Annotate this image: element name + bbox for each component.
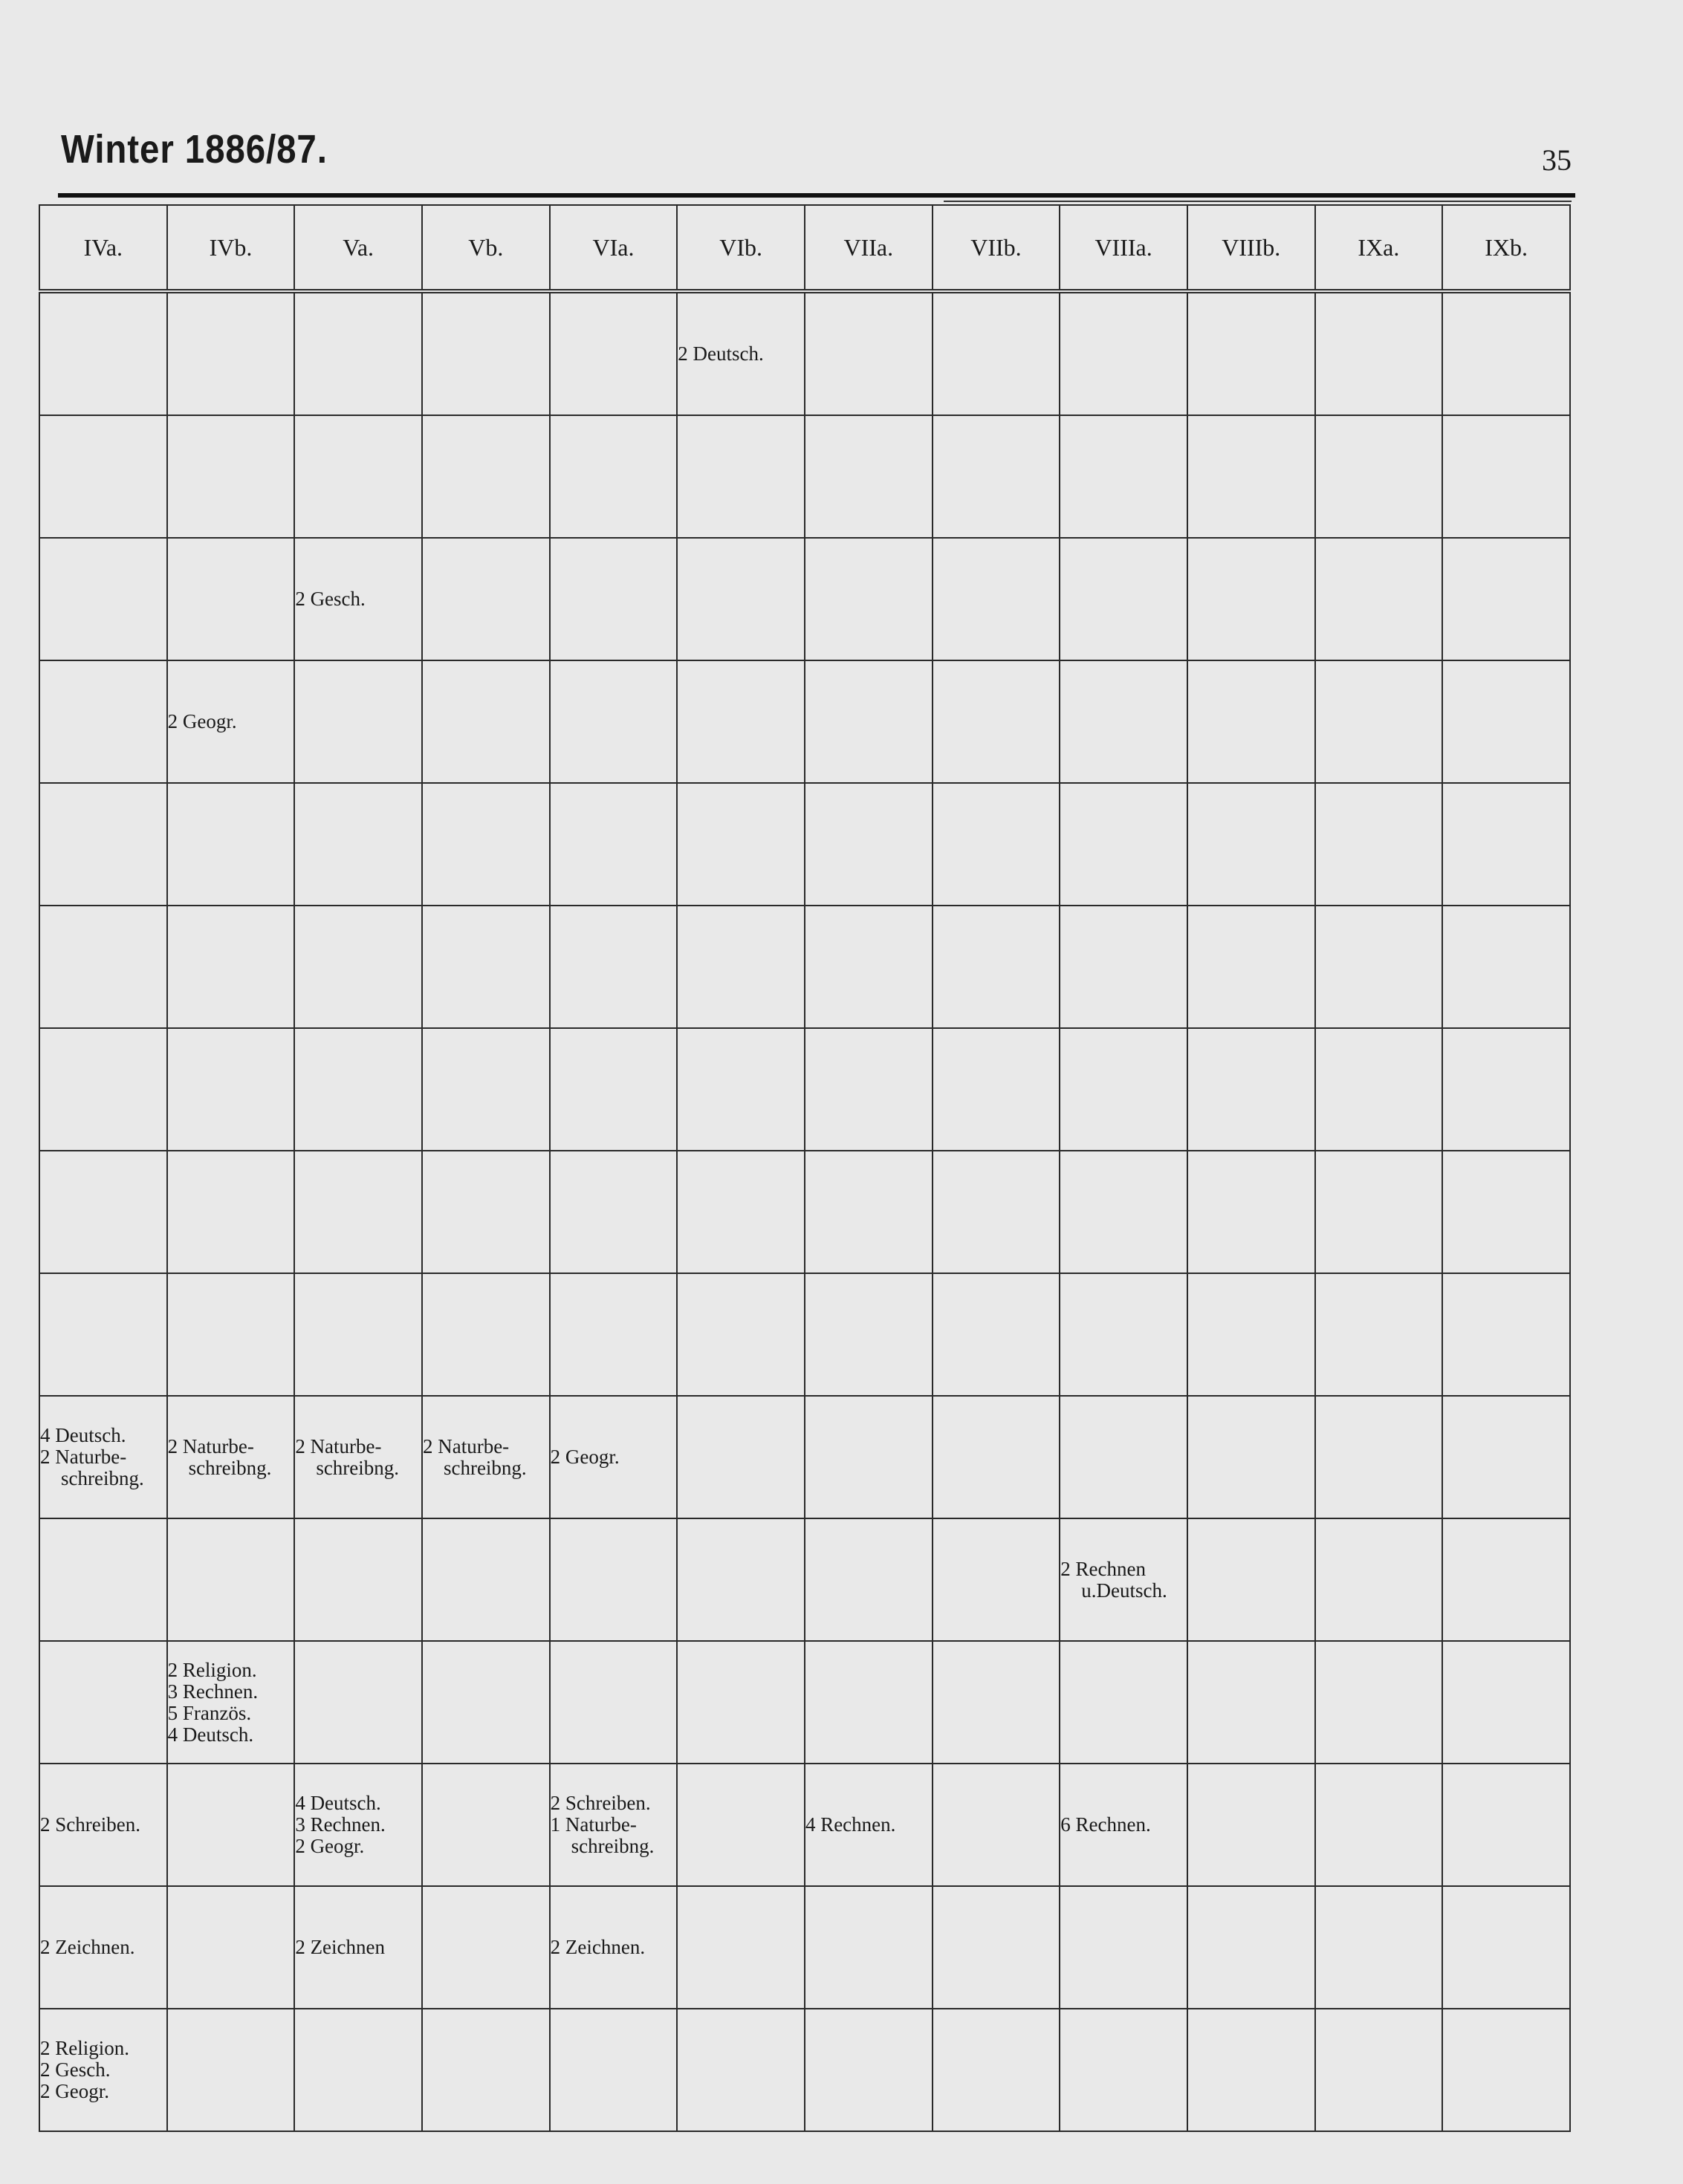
table-cell [39, 1518, 167, 1641]
subject-entry: 2 Gesch. [40, 2058, 111, 2081]
table-cell [1187, 291, 1315, 415]
table-cell [294, 538, 422, 660]
table-cell [422, 906, 550, 1028]
subject-entry: 2 Naturbe- [295, 1434, 382, 1457]
table-cell [677, 415, 805, 538]
table-cell [805, 291, 933, 415]
table-cell [805, 660, 933, 783]
table-cell [1442, 1641, 1570, 1764]
table-cell [1060, 1151, 1187, 1273]
table-cell [294, 1641, 422, 1764]
table-cell [1315, 291, 1443, 415]
column-header: Vb. [422, 205, 550, 291]
table-cell [1187, 2009, 1315, 2131]
table-cell [933, 1886, 1060, 2009]
table-cell [1315, 2009, 1443, 2131]
subject-entry: 4 Deutsch. [295, 1792, 381, 1814]
subject-entry: u.Deutsch. [1081, 1579, 1167, 1602]
table-cell [550, 415, 678, 538]
table-cell [422, 783, 550, 906]
column-header: VIIIa. [1060, 205, 1187, 291]
table-cell [677, 538, 805, 660]
table-cell [39, 291, 167, 415]
subject-entry: 2 Geogr. [167, 710, 237, 732]
table-cell [167, 1151, 295, 1273]
table-cell [550, 291, 678, 415]
table-cell [39, 1641, 167, 1764]
table-row [39, 1886, 1570, 2009]
table-cell [167, 1764, 295, 1886]
table-cell [1060, 415, 1187, 538]
table-cell [933, 1028, 1060, 1151]
table-cell [167, 291, 295, 415]
table-cell [1315, 1151, 1443, 1273]
table-cell [1187, 783, 1315, 906]
table-cell [1442, 291, 1570, 415]
table-cell [1187, 415, 1315, 538]
table-cell [294, 1273, 422, 1396]
table-cell [39, 1396, 167, 1518]
table-cell [422, 2009, 550, 2131]
column-header: VIb. [677, 205, 805, 291]
table-cell [1187, 538, 1315, 660]
table-cell [805, 1151, 933, 1273]
table-row [39, 1518, 1570, 1641]
table-cell [933, 2009, 1060, 2131]
table-cell [933, 415, 1060, 538]
table-row [39, 906, 1570, 1028]
table-cell [550, 660, 678, 783]
table-cell [1315, 538, 1443, 660]
table-cell [550, 1886, 678, 2009]
table-cell [677, 1028, 805, 1151]
table-cell [1442, 1518, 1570, 1641]
table-cell [167, 538, 295, 660]
table-cell [805, 1028, 933, 1151]
table-cell [550, 1518, 678, 1641]
table-cell [1442, 1396, 1570, 1518]
table-cell [294, 1396, 422, 1518]
table-cell [1187, 1886, 1315, 2009]
table-cell [677, 291, 805, 415]
column-header: VIIa. [805, 205, 933, 291]
subject-entry: 2 Schreiben. [40, 1813, 140, 1836]
table-cell [933, 1396, 1060, 1518]
table-cell [422, 415, 550, 538]
subject-entry: schreibng. [188, 1456, 272, 1479]
table-cell [39, 2009, 167, 2131]
table-cell [167, 906, 295, 1028]
table-cell [805, 1886, 933, 2009]
table-cell [167, 660, 295, 783]
table-row [39, 291, 1570, 415]
table-cell [294, 415, 422, 538]
table-cell [39, 906, 167, 1028]
page-title: Winter 1886/87. [61, 127, 328, 172]
table-cell [1315, 1764, 1443, 1886]
table-row [39, 1396, 1570, 1518]
table-cell [422, 1886, 550, 2009]
column-header: IXb. [1442, 205, 1570, 291]
table-cell [805, 1641, 933, 1764]
table-cell [422, 291, 550, 415]
table-row [39, 1273, 1570, 1396]
column-header: VIIIb. [1187, 205, 1315, 291]
table-cell [1442, 783, 1570, 906]
subject-entry: 4 Deutsch. [40, 1424, 126, 1446]
subject-entry: 6 Rechnen. [1060, 1813, 1151, 1836]
table-cell [1060, 1273, 1187, 1396]
column-header: IXa. [1315, 205, 1443, 291]
column-header: IVb. [167, 205, 295, 291]
table-cell [1315, 1886, 1443, 2009]
table-cell [422, 1273, 550, 1396]
table-cell [677, 783, 805, 906]
table-cell [1442, 538, 1570, 660]
table-cell [167, 783, 295, 906]
table-cell [1442, 660, 1570, 783]
table-cell [39, 660, 167, 783]
table-cell [1315, 1518, 1443, 1641]
table-cell [933, 1764, 1060, 1886]
table-cell [805, 1273, 933, 1396]
subject-entry: 3 Rechnen. [295, 1813, 386, 1836]
table-cell [677, 1518, 805, 1641]
table-cell [677, 2009, 805, 2131]
table-cell [805, 1396, 933, 1518]
table-cell [294, 1151, 422, 1273]
table-cell [39, 1886, 167, 2009]
table-cell [39, 1151, 167, 1273]
table-cell [1187, 1273, 1315, 1396]
table-row [39, 660, 1570, 783]
column-header: VIIb. [933, 205, 1060, 291]
table-cell [294, 1886, 422, 2009]
table-cell [167, 415, 295, 538]
table-cell [1315, 1028, 1443, 1151]
subject-entry: 2 Naturbe- [40, 1446, 127, 1468]
table-cell [422, 660, 550, 783]
table-cell [167, 1028, 295, 1151]
subject-entry: 4 Rechnen. [805, 1813, 896, 1836]
table-cell [805, 1764, 933, 1886]
table-cell [1187, 906, 1315, 1028]
table-cell [1442, 1886, 1570, 2009]
subject-entry: 2 Zeichnen. [40, 1936, 135, 1958]
table-cell [1442, 2009, 1570, 2131]
table-cell [1315, 1396, 1443, 1518]
table-cell [933, 1641, 1060, 1764]
subject-entry: schreibng. [571, 1835, 655, 1857]
table-cell [933, 906, 1060, 1028]
table-cell [422, 1764, 550, 1886]
subject-entry: 2 Gesch. [295, 588, 366, 610]
timetable [39, 204, 1571, 2132]
subject-entry: 2 Geogr. [40, 2080, 109, 2102]
table-cell [933, 1273, 1060, 1396]
table-cell [1315, 906, 1443, 1028]
table-cell [677, 660, 805, 783]
table-cell [294, 1028, 422, 1151]
table-cell [550, 1764, 678, 1886]
subject-entry: 5 Französ. [167, 1701, 252, 1724]
table-cell [677, 1396, 805, 1518]
table-cell [1442, 1273, 1570, 1396]
table-cell [1060, 783, 1187, 906]
subject-entry: 2 Geogr. [550, 1446, 620, 1468]
subject-entry: 2 Naturbe- [167, 1434, 254, 1457]
table-cell [1187, 1028, 1315, 1151]
table-cell [550, 1396, 678, 1518]
subject-entry: 2 Rechnen [1060, 1557, 1146, 1580]
table-cell [294, 660, 422, 783]
column-header: IVa. [39, 205, 167, 291]
table-cell [294, 291, 422, 415]
subject-entry: 1 Naturbe- [550, 1813, 637, 1836]
table-cell [677, 906, 805, 1028]
table-cell [1315, 415, 1443, 538]
table-cell [933, 538, 1060, 660]
table-cell [1315, 1641, 1443, 1764]
table-cell [422, 1028, 550, 1151]
table-cell [677, 1641, 805, 1764]
table-cell [1060, 2009, 1187, 2131]
table-cell [1315, 783, 1443, 906]
table-row [39, 415, 1570, 538]
column-header: VIa. [550, 205, 678, 291]
table-cell [39, 1028, 167, 1151]
table-cell [1060, 291, 1187, 415]
table-cell [933, 783, 1060, 906]
table-cell [294, 1764, 422, 1886]
table-cell [805, 2009, 933, 2131]
table-cell [550, 538, 678, 660]
table-cell [1187, 1764, 1315, 1886]
table-cell [167, 1886, 295, 2009]
table-cell [1315, 660, 1443, 783]
table-cell [550, 2009, 678, 2131]
table-cell [805, 538, 933, 660]
table-cell [933, 291, 1060, 415]
table-cell [805, 415, 933, 538]
table-cell [1187, 1518, 1315, 1641]
table-cell [422, 1396, 550, 1518]
table-cell [294, 906, 422, 1028]
table-row [39, 783, 1570, 906]
table-cell [167, 1641, 295, 1764]
table-cell [39, 1764, 167, 1886]
table-row [39, 1764, 1570, 1886]
subject-entry: 4 Deutsch. [167, 1723, 254, 1746]
table-cell [1442, 415, 1570, 538]
table-cell [1060, 660, 1187, 783]
table-row [39, 1641, 1570, 1764]
subject-entry: schreibng. [316, 1456, 400, 1479]
subject-entry: 2 Deutsch. [678, 342, 764, 365]
table-cell [550, 1641, 678, 1764]
table-cell [1442, 1764, 1570, 1886]
table-cell [1060, 1396, 1187, 1518]
table-cell [39, 783, 167, 906]
table-cell [1060, 1886, 1187, 2009]
subject-entry: schreibng. [61, 1467, 144, 1489]
table-cell [294, 2009, 422, 2131]
table-cell [677, 1151, 805, 1273]
table-cell [1060, 906, 1187, 1028]
timetable-body [39, 291, 1570, 2131]
table-cell [805, 783, 933, 906]
subject-entry: schreibng. [443, 1456, 527, 1479]
table-cell [1442, 1028, 1570, 1151]
table-cell [677, 1273, 805, 1396]
table-cell [550, 1028, 678, 1151]
table-cell [933, 660, 1060, 783]
header-rule [58, 193, 1575, 198]
page-number: 35 [1542, 143, 1572, 177]
table-cell [1315, 1273, 1443, 1396]
table-row [39, 1151, 1570, 1273]
subject-entry: 2 Naturbe- [422, 1434, 510, 1457]
table-cell [805, 1518, 933, 1641]
table-cell [39, 415, 167, 538]
subject-entry: 2 Zeichnen. [550, 1936, 646, 1958]
table-cell [422, 538, 550, 660]
table-cell [167, 1396, 295, 1518]
subject-entry: 2 Geogr. [295, 1835, 365, 1857]
table-cell [677, 1886, 805, 2009]
table-cell [294, 1518, 422, 1641]
table-cell [167, 2009, 295, 2131]
subject-entry: 2 Schreiben. [550, 1792, 651, 1814]
table-cell [422, 1641, 550, 1764]
table-row [39, 538, 1570, 660]
column-header: Va. [294, 205, 422, 291]
table-cell [39, 538, 167, 660]
table-cell [550, 1273, 678, 1396]
table-cell [1060, 1764, 1187, 1886]
table-cell [933, 1518, 1060, 1641]
table-cell [1187, 1641, 1315, 1764]
table-cell [933, 1151, 1060, 1273]
table-cell [1187, 660, 1315, 783]
subject-entry: 2 Religion. [167, 1658, 257, 1681]
table-cell [677, 1764, 805, 1886]
table-cell [550, 783, 678, 906]
table-cell [1060, 1028, 1187, 1151]
subject-entry: 2 Zeichnen [295, 1936, 386, 1958]
table-cell [39, 1273, 167, 1396]
table-cell [167, 1518, 295, 1641]
table-cell [805, 906, 933, 1028]
subject-entry: 3 Rechnen. [167, 1680, 259, 1703]
table-row [39, 1028, 1570, 1151]
table-cell [167, 1273, 295, 1396]
header-row [39, 205, 1570, 291]
table-cell [1442, 1151, 1570, 1273]
table-row [39, 2009, 1570, 2131]
table-cell [294, 783, 422, 906]
table-cell [422, 1151, 550, 1273]
subject-entry: 2 Religion. [40, 2037, 129, 2059]
table-cell [550, 906, 678, 1028]
header-rule-secondary [944, 201, 1572, 202]
table-cell [1060, 1641, 1187, 1764]
table-cell [422, 1518, 550, 1641]
table-cell [1060, 1518, 1187, 1641]
table-cell [1442, 906, 1570, 1028]
table-cell [1060, 538, 1187, 660]
table-cell [1187, 1396, 1315, 1518]
table-cell [550, 1151, 678, 1273]
table-cell [1187, 1151, 1315, 1273]
